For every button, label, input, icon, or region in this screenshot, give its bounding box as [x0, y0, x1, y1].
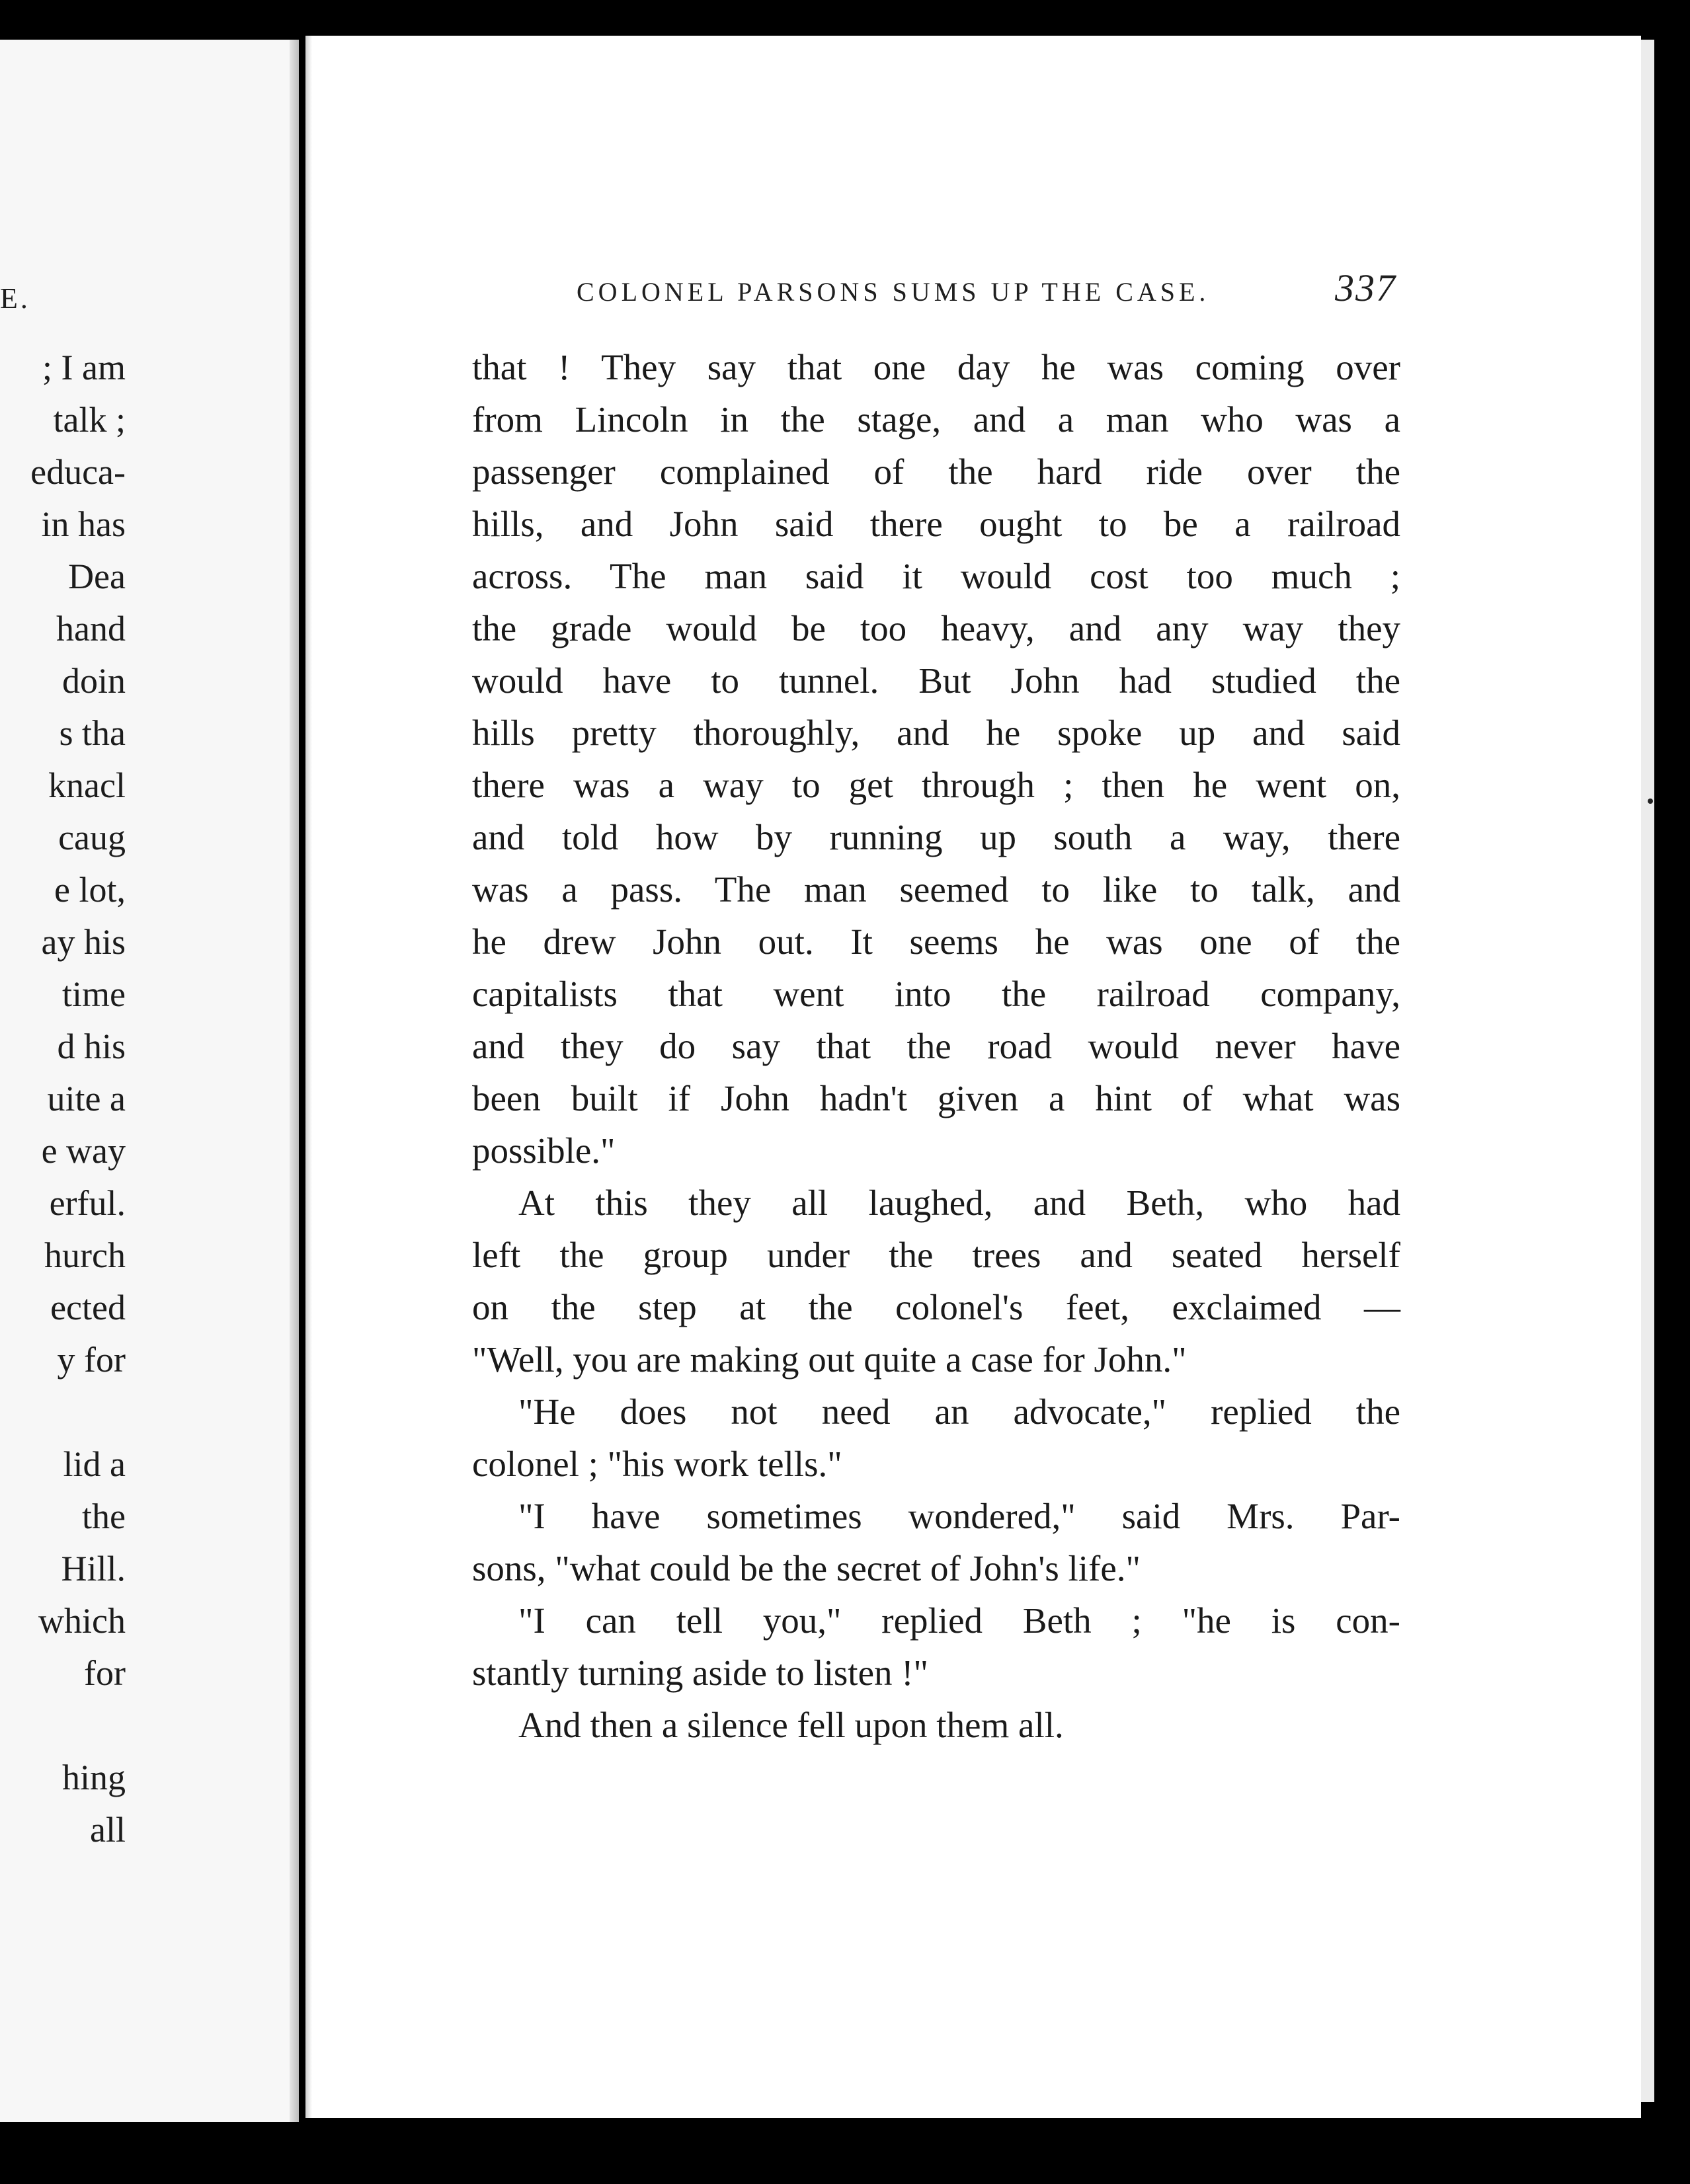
left-text-line: doin — [61, 661, 126, 701]
left-page-text — [0, 40, 299, 2122]
left-text-line: y for — [57, 1340, 126, 1380]
left-text-line: all — [90, 1810, 126, 1850]
text-line: there was a way to get through ; then he went on, — [472, 765, 1400, 805]
text-line: and told how by running up south a way, there — [472, 817, 1400, 857]
text-line: "Well, you are making out quite a case for John." — [472, 1339, 1187, 1380]
left-text-line: ected — [50, 1288, 126, 1327]
left-text-line: e way — [41, 1131, 126, 1171]
text-line: would have to tunnel. But John had studied the — [472, 660, 1400, 701]
running-head — [577, 266, 1396, 310]
text-line: "I can tell you," replied Beth ; "he is con- — [518, 1600, 1400, 1641]
left-text-line: the — [82, 1497, 126, 1536]
text-line: he drew John out. It seems he was one of the — [472, 921, 1400, 962]
left-text-line: hurch — [44, 1235, 126, 1275]
text-line: was a pass. The man seemed to like to talk, and — [472, 869, 1400, 910]
body-text — [472, 341, 1400, 1751]
text-line: that ! They say that one day he was coming over — [472, 347, 1400, 387]
binding-shadow — [305, 36, 312, 2118]
text-line: and they do say that the road would never have — [472, 1026, 1400, 1066]
page-edge — [1641, 40, 1654, 2102]
text-line: passenger complained of the hard ride over the — [472, 451, 1400, 492]
left-text-line: caug — [58, 818, 126, 857]
text-line: "He does not need an advocate," replied the — [518, 1391, 1400, 1432]
left-text-line: knacl — [48, 765, 126, 805]
text-line: At this they all laughed, and Beth, who had — [518, 1183, 1400, 1223]
left-text-line: educa- — [30, 452, 126, 492]
text-line: left the group under the trees and seated herself — [472, 1235, 1400, 1275]
text-line: across. The man said it would cost too much ; — [472, 556, 1400, 596]
left-text-line: in has — [41, 504, 126, 544]
text-line: hills, and John said there ought to be a railroad — [472, 504, 1400, 544]
left-text-line: lid a — [63, 1444, 126, 1484]
left-text-line: hing — [61, 1758, 126, 1797]
text-line: possible." — [472, 1130, 616, 1171]
text-line: from Lincoln in the stage, and a man who was a — [472, 399, 1400, 440]
text-line: the grade would be too heavy, and any way they — [472, 608, 1400, 648]
left-text-line: hand — [56, 609, 126, 648]
left-text-line: ay his — [41, 922, 126, 962]
text-line: sons, "what could be the secret of John's life." — [472, 1548, 1141, 1588]
text-line: been built if John hadn't given a hint of what was — [472, 1078, 1400, 1118]
running-title: COLONEL PARSONS SUMS UP THE CASE. — [577, 277, 1210, 307]
left-text-line: Dea — [68, 557, 126, 596]
page-number: 337 — [1335, 266, 1396, 309]
left-text-line: uite a — [47, 1079, 126, 1118]
left-text-line: s tha — [59, 713, 126, 753]
text-line: on the step at the colonel's feet, exclaimed — — [472, 1287, 1400, 1327]
left-running-head-fragment: E. — [0, 282, 30, 315]
text-line: capitalists that went into the railroad company, — [472, 974, 1400, 1014]
left-text-line: ; I am — [42, 348, 126, 387]
left-text-line: which — [38, 1601, 126, 1641]
left-text-line: time — [62, 974, 126, 1014]
text-line: stantly turning aside to listen !" — [472, 1653, 928, 1693]
text-line: colonel ; "his work tells." — [472, 1444, 842, 1484]
left-text-line: erful. — [49, 1183, 126, 1223]
text-line: And then a silence fell upon them all. — [518, 1705, 1064, 1745]
scan-speck — [1648, 799, 1653, 804]
left-text-line: d his — [57, 1027, 126, 1066]
left-facing-page — [0, 40, 299, 2122]
text-line: hills pretty thoroughly, and he spoke up and said — [472, 713, 1400, 753]
left-text-line: e lot, — [54, 870, 126, 910]
left-text-line: for — [84, 1653, 126, 1693]
text-line: "I have sometimes wondered," said Mrs. Par- — [518, 1496, 1400, 1536]
left-text-line: talk ; — [53, 400, 126, 440]
left-text-line: Hill. — [61, 1549, 126, 1588]
